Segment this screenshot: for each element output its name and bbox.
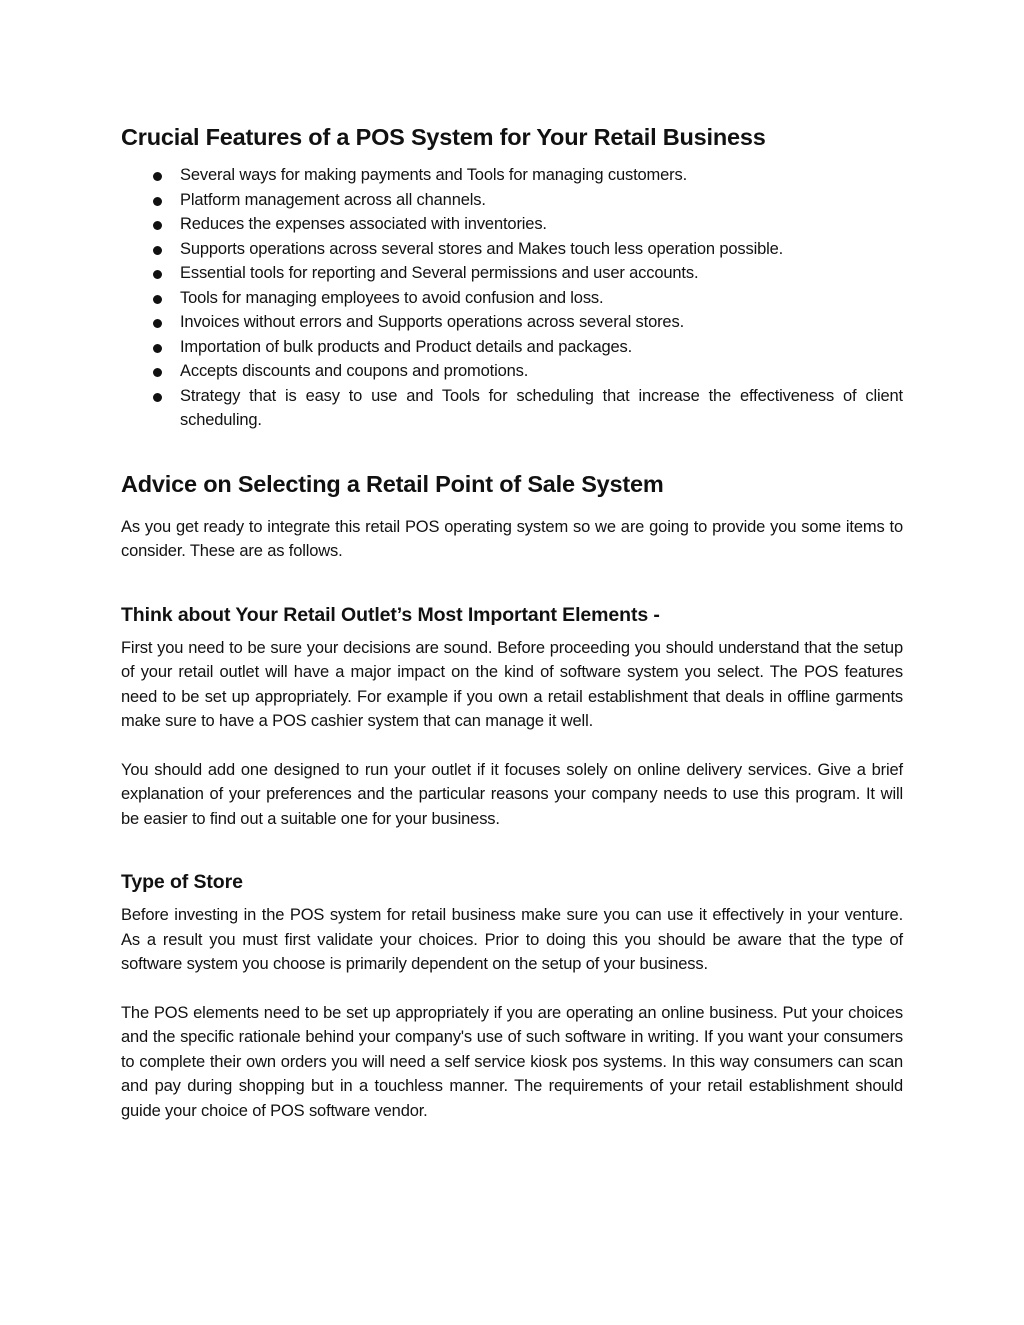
bullet-icon bbox=[153, 368, 162, 377]
list-item bbox=[121, 237, 903, 262]
list-item-text: Accepts discounts and coupons and promotions. bbox=[180, 362, 529, 380]
bullet-icon bbox=[153, 246, 162, 255]
section-title-advice: Advice on Selecting a Retail Point of Sale System bbox=[121, 470, 664, 497]
list-item-text: Several ways for making payments and Tools for managing customers. bbox=[180, 166, 688, 184]
subsection-title-type-of-store: Type of Store bbox=[121, 871, 243, 893]
list-item bbox=[121, 335, 903, 360]
list-item-text: Strategy that is easy to use and Tools for scheduling that increase the effectiveness of client scheduling. bbox=[180, 386, 903, 429]
paragraph: First you need to be sure your decisions are sound. Before proceeding you should understand that the setup of your retail outlet will have a major impact on the kind of software system you select. The POS features need to be set up appropriately. For example if you own a retail establishment that deals in offline garments make sure to have a POS cashier system that can manage it well. bbox=[121, 638, 903, 730]
list-item bbox=[121, 163, 903, 188]
list-item-text: Tools for managing employees to avoid confusion and loss. bbox=[180, 288, 604, 307]
bullet-icon bbox=[153, 393, 162, 402]
bullet-icon bbox=[153, 270, 162, 279]
bullet-icon bbox=[153, 197, 162, 206]
list-item-text: Platform management across all channels. bbox=[180, 190, 486, 209]
list-item bbox=[121, 261, 903, 286]
bullet-icon bbox=[153, 344, 162, 353]
features-list bbox=[121, 163, 903, 433]
document-page bbox=[121, 118, 903, 1123]
subsection-title-important-elements: Think about Your Retail Outlet’s Most Important Elements - bbox=[121, 603, 660, 626]
paragraph: The POS elements need to be set up appropriately if you are operating an online business. Put your choices and the specific rationale behind your company's use of such software in writing. If you want your consumers to complete their own orders you will need a self service kiosk pos systems. In this way consumers can scan and pay during shopping but in a touchless manner. The requirements of your retail establishment should guide your choice of POS software vendor. bbox=[121, 1003, 903, 1120]
list-item bbox=[121, 286, 903, 311]
bullet-icon bbox=[153, 295, 162, 304]
bullet-icon bbox=[153, 221, 162, 230]
list-item-text: Importation of bulk products and Product details and packages. bbox=[180, 337, 633, 356]
list-item-text: Invoices without errors and Supports operations across several stores. bbox=[180, 313, 684, 331]
list-item bbox=[121, 384, 903, 433]
paragraph: Before investing in the POS system for retail business make sure you can use it effectively in your venture. As a result you must first validate your choices. Prior to doing this you should be aware that the type of software system you choose is primarily dependent on the setup of your business. bbox=[121, 906, 903, 973]
list-item bbox=[121, 188, 903, 213]
list-item bbox=[121, 310, 903, 335]
bullet-icon bbox=[153, 319, 162, 328]
section-intro-paragraph: As you get ready to integrate this retail POS operating system so we are going to provide you some items to consider. These are as follows. bbox=[121, 517, 903, 560]
list-item-text: Supports operations across several stores and Makes touch less operation possible. bbox=[180, 239, 784, 258]
list-item bbox=[121, 212, 903, 237]
list-item-text: Essential tools for reporting and Several permissions and user accounts. bbox=[180, 264, 699, 282]
paragraph: You should add one designed to run your outlet if it focuses solely on online delivery services. Give a brief explanation of your preferences and the particular reasons your company needs to use this program. It will be easier to find out a suitable one for your business. bbox=[121, 760, 903, 828]
bullet-icon bbox=[153, 172, 162, 181]
section-title-features: Crucial Features of a POS System for Your Retail Business bbox=[121, 124, 766, 150]
list-item-text: Reduces the expenses associated with inventories. bbox=[180, 215, 547, 233]
list-item bbox=[121, 359, 903, 384]
